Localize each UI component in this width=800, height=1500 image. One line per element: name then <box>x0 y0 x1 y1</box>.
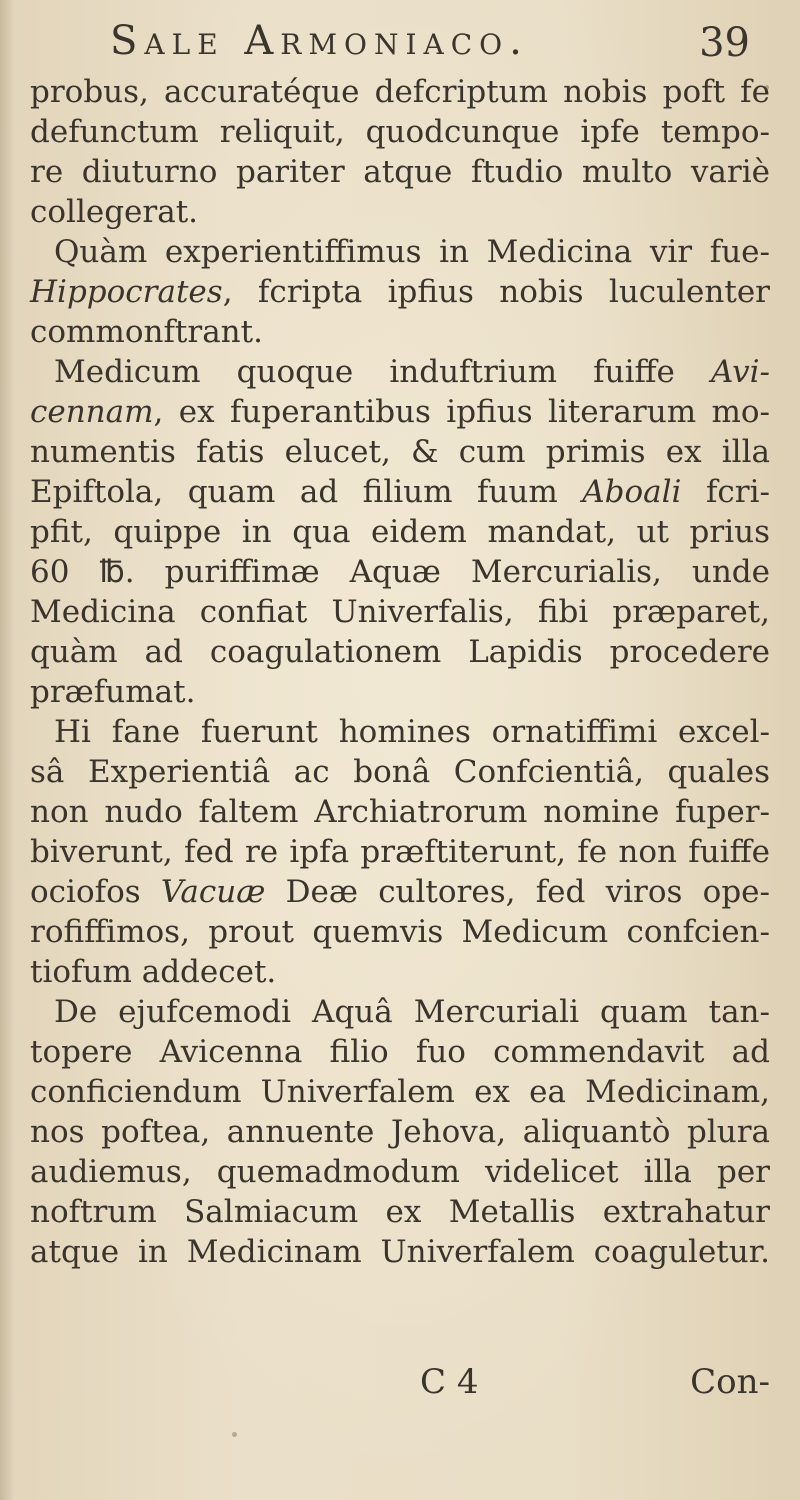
text-line: nos poftea, annuente Jehova, aliquantò plura <box>30 1114 770 1150</box>
page-header <box>110 18 760 78</box>
text-span: Quàm experientiffimus in Medicina vir fue- <box>54 234 770 270</box>
text-line: rofiffimos, prout quemvis Medicum confcien- <box>30 914 770 950</box>
text-line: re diuturno pariter atque ftudio multo variè <box>30 154 770 190</box>
text-line: Medicina confiat Univerfalis, fibi præparet, <box>30 594 770 630</box>
text-span: , ex fuperantibus ipfius literarum mo- <box>153 394 770 430</box>
text-line: quàm ad coagulationem Lapidis procedere <box>30 634 770 670</box>
text-span: fcri- <box>681 474 770 510</box>
body-text <box>30 72 770 1272</box>
text-span: , fcripta ipfius nobis luculenter <box>222 274 770 310</box>
running-title: Sale Armoniaco. <box>110 18 529 64</box>
text-span: Epiftola, quam ad filium fuum <box>30 474 583 510</box>
text-span: ociofos <box>30 874 161 910</box>
text-line <box>30 472 770 512</box>
text-line: topere Avicenna filio fuo commendavit ad <box>30 1034 770 1070</box>
text-line: probus, accuratéque defcriptum nobis poft fe <box>30 74 770 110</box>
proper-name-italic: Aboali <box>582 474 682 510</box>
text-line: non nudo faltem Archiatrorum nomine fuper- <box>30 794 770 830</box>
text-line: commonftrant. <box>30 314 263 350</box>
page-number: 39 <box>699 20 750 66</box>
page-footer <box>30 1362 770 1412</box>
text-line: pfit, quippe in qua eidem mandat, ut prius <box>30 514 770 550</box>
text-span: Medicum quoque induftrium fuiffe <box>54 354 711 390</box>
text-line: 60 ℔. puriffimæ Aquæ Mercurialis, unde <box>30 554 770 590</box>
catchword: Con- <box>690 1362 770 1402</box>
paragraph-start-line <box>30 232 770 272</box>
text-line: collegerat. <box>30 194 199 230</box>
paragraph-start-line <box>30 992 770 1032</box>
proper-name-italic: Vacuæ <box>160 874 266 910</box>
text-span: Deæ cultores, fed viros ope- <box>265 874 770 910</box>
proper-name-italic: Avi- <box>710 354 770 390</box>
text-line: conficiendum Univerfalem ex ea Medicinam, <box>30 1074 770 1110</box>
text-line: defunctum reliquit, quodcunque ipfe tempo- <box>30 114 770 150</box>
text-line: numentis fatis elucet, & cum primis ex illa <box>30 434 770 470</box>
text-line: præfumat. <box>30 674 196 710</box>
text-span: De ejufcemodi Aquâ Mercuriali quam tan- <box>54 994 770 1030</box>
paragraph-start-line <box>30 712 770 752</box>
text-line: sâ Experientiâ ac bonâ Confcientiâ, quales <box>30 754 770 790</box>
text-line: noftrum Salmiacum ex Metallis extrahatur <box>30 1194 770 1230</box>
text-line: atque in Medicinam Univerfalem coaguletur. <box>30 1234 770 1270</box>
paragraph-start-line <box>30 352 770 392</box>
text-line: audiemus, quemadmodum videlicet illa per <box>30 1154 770 1190</box>
signature-mark: C 4 <box>420 1362 479 1402</box>
text-line <box>30 392 770 432</box>
text-line <box>30 872 770 912</box>
text-line: tiofum addecet. <box>30 954 277 990</box>
page-gutter-shadow <box>0 0 14 1500</box>
text-line <box>30 272 770 312</box>
text-line: biverunt, fed re ipfa præftiterunt, fe non fuiffe <box>30 834 770 870</box>
ink-speck <box>232 1432 237 1437</box>
proper-name-italic: Hippocrates <box>30 274 223 310</box>
text-span: Hi fane fuerunt homines ornatiffimi excel- <box>54 714 770 750</box>
proper-name-italic: cennam <box>30 394 154 430</box>
